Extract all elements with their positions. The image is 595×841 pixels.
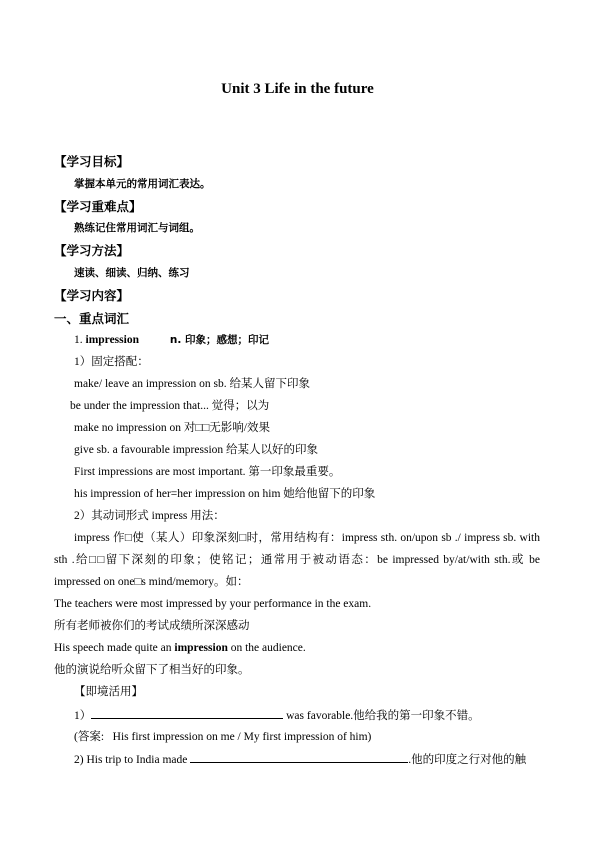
answer-blank[interactable] bbox=[190, 752, 408, 763]
vocab-entry bbox=[74, 333, 269, 347]
example-1-english: The teachers were most impressed by your performance in the exam. bbox=[54, 598, 372, 610]
practice-question-1: 1） was favorable.他给我的第一印象不错。 bbox=[74, 710, 480, 722]
key-header: 【学习重难点】 bbox=[54, 199, 142, 214]
verb-usage-paragraph: impress 作□使（某人）印象深刻□时，常用结构有：impress sth. on/upon sb ./ impress sb. with sth .给□□留下深刻的印象；使铭记；通常用于被动语态：be impressed by/at/with sth.或 be impressed on one□s mind/memory。如： bbox=[54, 532, 540, 588]
entry-number: 1. bbox=[74, 334, 83, 346]
goal-header: 【学习目标】 bbox=[54, 154, 130, 169]
phrase-item: his impression of her=her impression on him 她给他留下的印象 bbox=[74, 488, 376, 500]
practice-question-2: 2) His trip to India made .他的印度之行对他的触 bbox=[74, 754, 527, 766]
phrase-item: give sb. a favourable impression 给某人以好的印象 bbox=[74, 444, 319, 456]
phrase-item: First impressions are most important. 第一印象最重要。 bbox=[74, 466, 341, 478]
highlighted-word: impression bbox=[174, 642, 228, 654]
entry-pos: n. 印象；感想；印记 bbox=[169, 334, 269, 346]
part1-header: 一、重点词汇 bbox=[54, 311, 130, 326]
phrase-item: be under the impression that... 觉得；以为 bbox=[70, 400, 270, 412]
goal-text: 掌握本单元的常用词汇表达。 bbox=[74, 178, 211, 190]
example-1-chinese: 所有老师被你们的考试成绩所深深感动 bbox=[54, 620, 250, 632]
method-header: 【学习方法】 bbox=[54, 243, 130, 258]
verb-form-label: 2）其动词形式 impress 用法： bbox=[74, 510, 225, 522]
practice-answer-1: (答案: His first impression on me / My first impression of him) bbox=[74, 731, 372, 743]
method-text: 速读、细读、归纳、练习 bbox=[74, 267, 190, 279]
answer-blank[interactable] bbox=[91, 708, 283, 719]
practice-header: 【即境活用】 bbox=[74, 686, 143, 698]
page-title: Unit 3 Life in the future bbox=[221, 81, 374, 97]
phrase-item: make/ leave an impression on sb. 给某人留下印象 bbox=[74, 378, 311, 390]
example-2-chinese: 他的演说给听众留下了相当好的印象。 bbox=[54, 664, 250, 676]
key-text: 熟练记住常用词汇与词组。 bbox=[74, 222, 200, 234]
entry-word: impression bbox=[85, 334, 139, 346]
phrase-item: make no impression on 对□□无影响/效果 bbox=[74, 422, 270, 434]
content-header: 【学习内容】 bbox=[54, 288, 130, 303]
fixed-collocation-label: 1）固定搭配： bbox=[74, 356, 149, 368]
example-2-english: His speech made quite an impression on the audience. bbox=[54, 642, 306, 654]
